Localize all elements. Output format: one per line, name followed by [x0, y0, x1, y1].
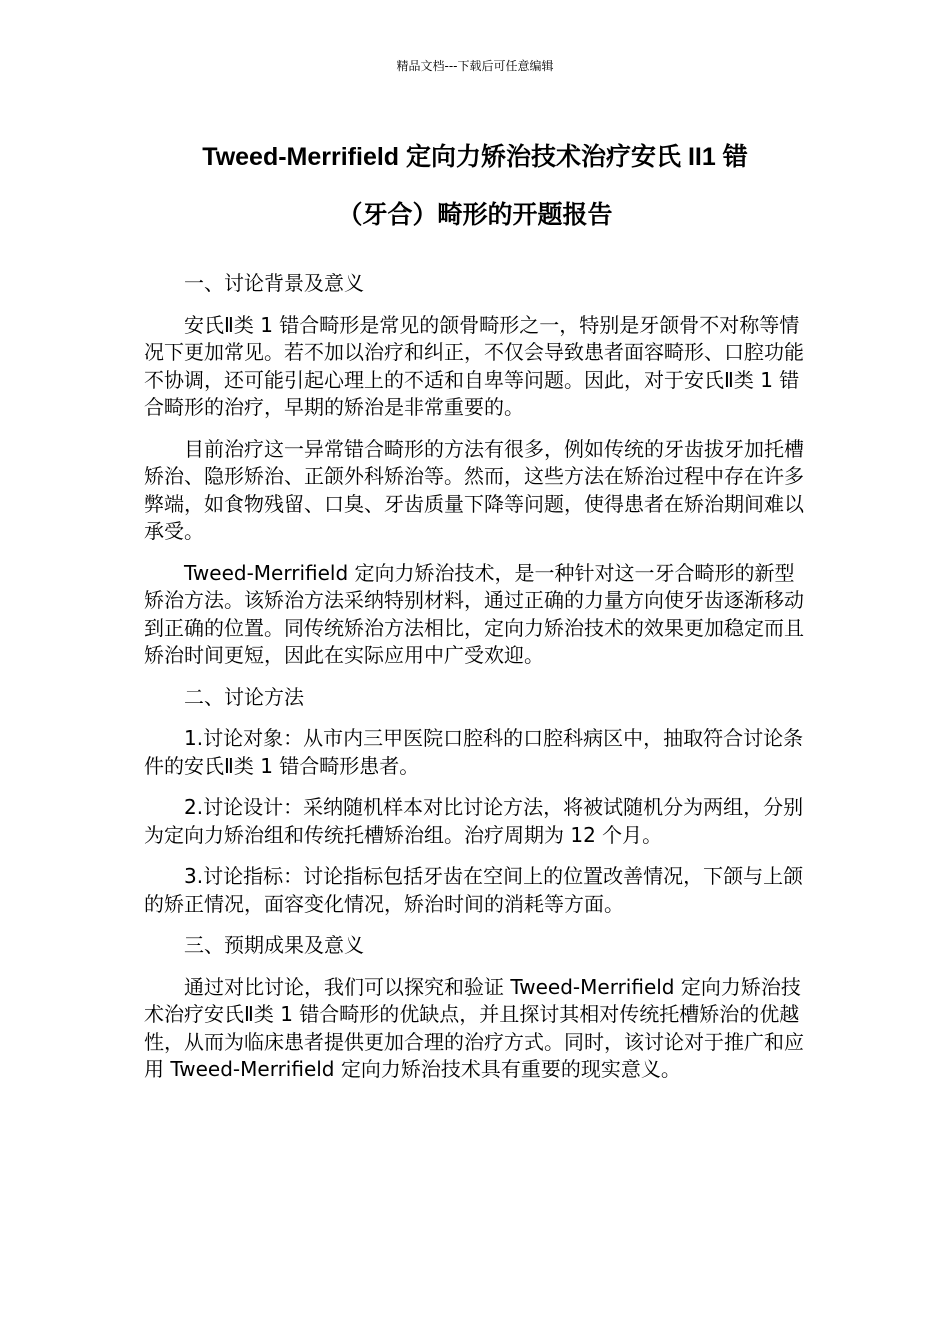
paragraph: 安氏Ⅱ类 1 错合畸形是常见的颌骨畸形之一，特别是牙颌骨不对称等情况下更加常见。若不加以治疗和纠正，不仅会导致患者面容畸形、口腔功能不协调，还可能引起心理上的不适和自卑等问题。因此，对于安氏Ⅱ类 1 错合畸形的治疗，早期的矫治是非常重要的。 — [144, 312, 804, 419]
document-body — [144, 270, 812, 1098]
paragraph: 3.讨论指标：讨论指标包括牙齿在空间上的位置改善情况，下颌与上颌的矫正情况，面容变化情况，矫治时间的消耗等方面。 — [144, 864, 804, 916]
page-title-line-1: Tweed-Merrifield 定向力矫治技术治疗安氏 II1 错 — [202, 143, 748, 171]
section-heading-methods: 二、讨论方法 — [184, 684, 304, 709]
paragraph: Tweed-Merrifield 定向力矫治技术，是一种针对这一牙合畸形的新型矫治方法。该矫治方法采纳特别材料，通过正确的力量方向使牙齿逐渐移动到正确的位置。同传统矫治方法相比，定向力矫治技术的效果更加稳定而且矫治时间更短，因此在实际应用中广受欢迎。 — [144, 560, 804, 667]
paragraph: 目前治疗这一异常错合畸形的方法有很多，例如传统的牙齿拔牙加托槽矫治、隐形矫治、正颌外科矫治等。然而，这些方法在矫治过程中存在许多弊端，如食物残留、口臭、牙齿质量下降等问题，使得患者在矫治期间难以承受。 — [144, 436, 804, 543]
paragraph: 1.讨论对象：从市内三甲医院口腔科的口腔科病区中，抽取符合讨论条件的安氏Ⅱ类 1 错合畸形患者。 — [144, 726, 804, 778]
section-heading-outcomes: 三、预期成果及意义 — [184, 933, 364, 957]
section-heading-background: 一、讨论背景及意义 — [184, 271, 364, 295]
page-title-line-2: （牙合）畸形的开题报告 — [337, 201, 613, 229]
header-note: 精品文档---下载后可任意编辑 — [396, 59, 554, 73]
paragraph: 通过对比讨论，我们可以探究和验证 Tweed-Merrifield 定向力矫治技术治疗安氏Ⅱ类 1 错合畸形的优缺点，并且探讨其相对传统托槽矫治的优越性，从而为临床患者提供更加合理的治疗方式。同时，该讨论对于推广和应用 Tweed-Merrifield 定向力矫治技术具有重要的现实意义。 — [144, 974, 804, 1081]
paragraph: 2.讨论设计：采纳随机样本对比讨论方法，将被试随机分为两组，分别为定向力矫治组和传统托槽矫治组。治疗周期为 12 个月。 — [144, 795, 804, 847]
